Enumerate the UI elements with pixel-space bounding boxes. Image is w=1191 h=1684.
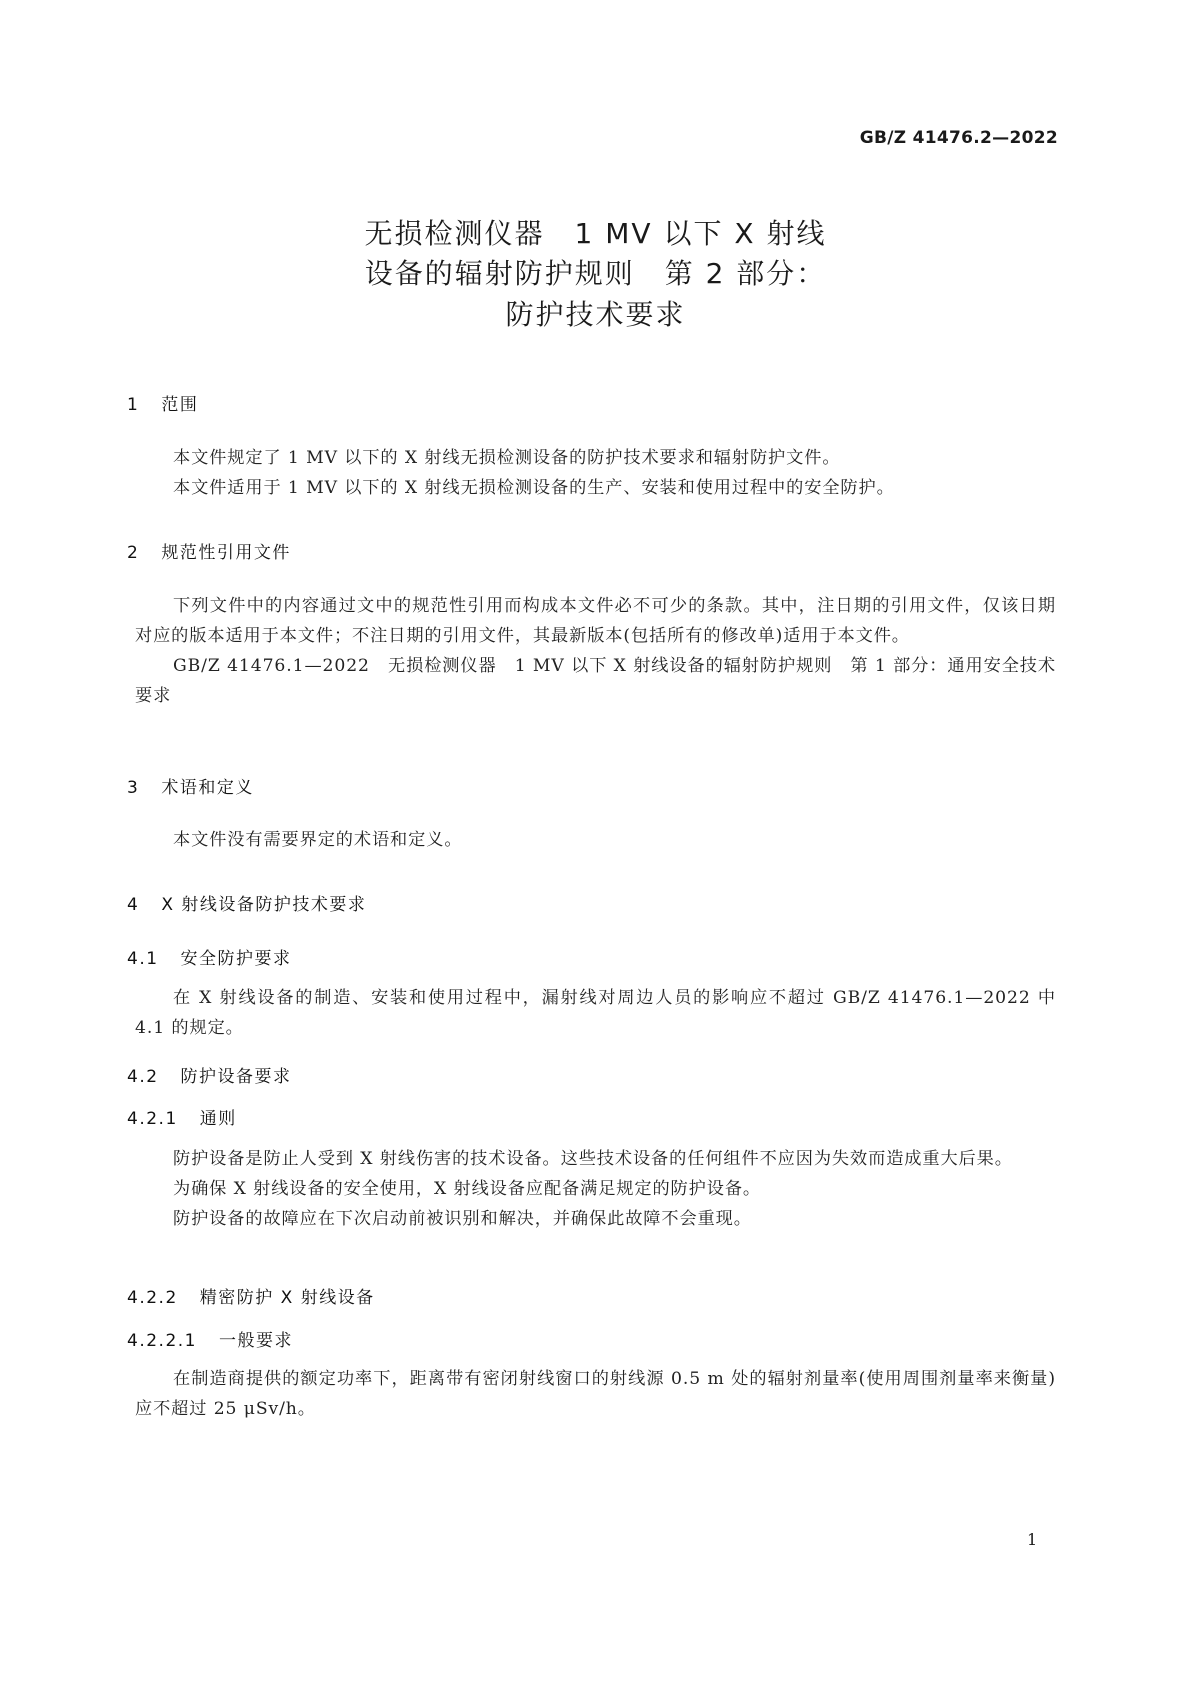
section-number: 4.2.2 [127, 1288, 178, 1308]
section-2-heading [127, 538, 291, 563]
section-4-1-heading [127, 944, 292, 969]
section-3-body [135, 825, 1056, 855]
document-title-line-1: 无损检测仪器 1 MV 以下 X 射线 [364, 217, 827, 250]
section-title: 安全防护要求 [180, 949, 292, 969]
document-title-line-2: 设备的辐射防护规则 第 2 部分： [364, 257, 827, 290]
section-4-2-2-1-heading [127, 1326, 293, 1351]
section-title: 一般要求 [218, 1331, 293, 1351]
paragraph: 在 X 射线设备的制造、安装和使用过程中，漏射线对周边人员的影响应不超过 GB/Z 41476.1—2022 中 4.1 的规定。 [135, 988, 1056, 1038]
normative-reference: GB/Z 41476.1—2022 无损检测仪器 1 MV 以下 X 射线设备的辐射防护规则 第 1 部分：通用安全技术要求 [135, 656, 1056, 706]
paragraph: 本文件没有需要界定的术语和定义。 [173, 830, 463, 850]
document-title-line-3: 防护技术要求 [505, 298, 686, 331]
section-1-body [135, 443, 1056, 503]
section-title: 规范性引用文件 [161, 543, 291, 563]
section-title: 范围 [161, 395, 199, 415]
section-4-1-body [135, 983, 1056, 1043]
section-title: 防护设备要求 [180, 1067, 292, 1087]
section-title: X 射线设备防护技术要求 [161, 895, 367, 915]
section-number: 4.2.1 [127, 1109, 178, 1129]
paragraph: 防护设备的故障应在下次启动前被识别和解决，并确保此故障不会重现。 [173, 1209, 752, 1229]
paragraph: 防护设备是防止人受到 X 射线伤害的技术设备。这些技术设备的任何组件不应因为失效而造成重大后果。 [173, 1149, 1013, 1169]
section-4-2-2-heading [127, 1283, 375, 1308]
section-3-heading [127, 773, 254, 798]
section-number: 4.1 [127, 949, 159, 969]
paragraph: 在制造商提供的额定功率下，距离带有密闭射线窗口的射线源 0.5 m 处的辐射剂量率(使用周围剂量率来衡量)应不超过 25 μSv/h。 [135, 1369, 1056, 1419]
section-title: 术语和定义 [161, 778, 254, 798]
standard-number: GB/Z 41476.2—2022 [859, 128, 1058, 148]
page-number: 1 [1027, 1530, 1038, 1549]
section-number: 2 [127, 543, 140, 563]
section-title: 精密防护 X 射线设备 [199, 1288, 375, 1308]
section-1-heading [127, 390, 198, 415]
section-number: 4 [127, 895, 140, 915]
section-title: 通则 [199, 1109, 237, 1129]
paragraph: 为确保 X 射线设备的安全使用，X 射线设备应配备满足规定的防护设备。 [173, 1179, 761, 1199]
section-number: 4.2.2.1 [127, 1331, 197, 1351]
section-number: 4.2 [127, 1067, 159, 1087]
section-2-body [135, 591, 1056, 711]
section-number: 1 [127, 395, 140, 415]
paragraph: 本文件适用于 1 MV 以下的 X 射线无损检测设备的生产、安装和使用过程中的安全防护。 [173, 478, 895, 498]
section-4-2-1-body [135, 1144, 1056, 1234]
section-number: 3 [127, 778, 140, 798]
section-4-2-1-heading [127, 1104, 237, 1129]
section-4-heading [127, 890, 366, 915]
section-4-2-heading [127, 1062, 292, 1087]
section-4-2-2-1-body [135, 1364, 1056, 1424]
paragraph: 下列文件中的内容通过文中的规范性引用而构成本文件必不可少的条款。其中，注日期的引用文件，仅该日期对应的版本适用于本文件；不注日期的引用文件，其最新版本(包括所有的修改单)适用于本文件。 [135, 596, 1056, 646]
paragraph: 本文件规定了 1 MV 以下的 X 射线无损检测设备的防护技术要求和辐射防护文件。 [173, 448, 841, 468]
